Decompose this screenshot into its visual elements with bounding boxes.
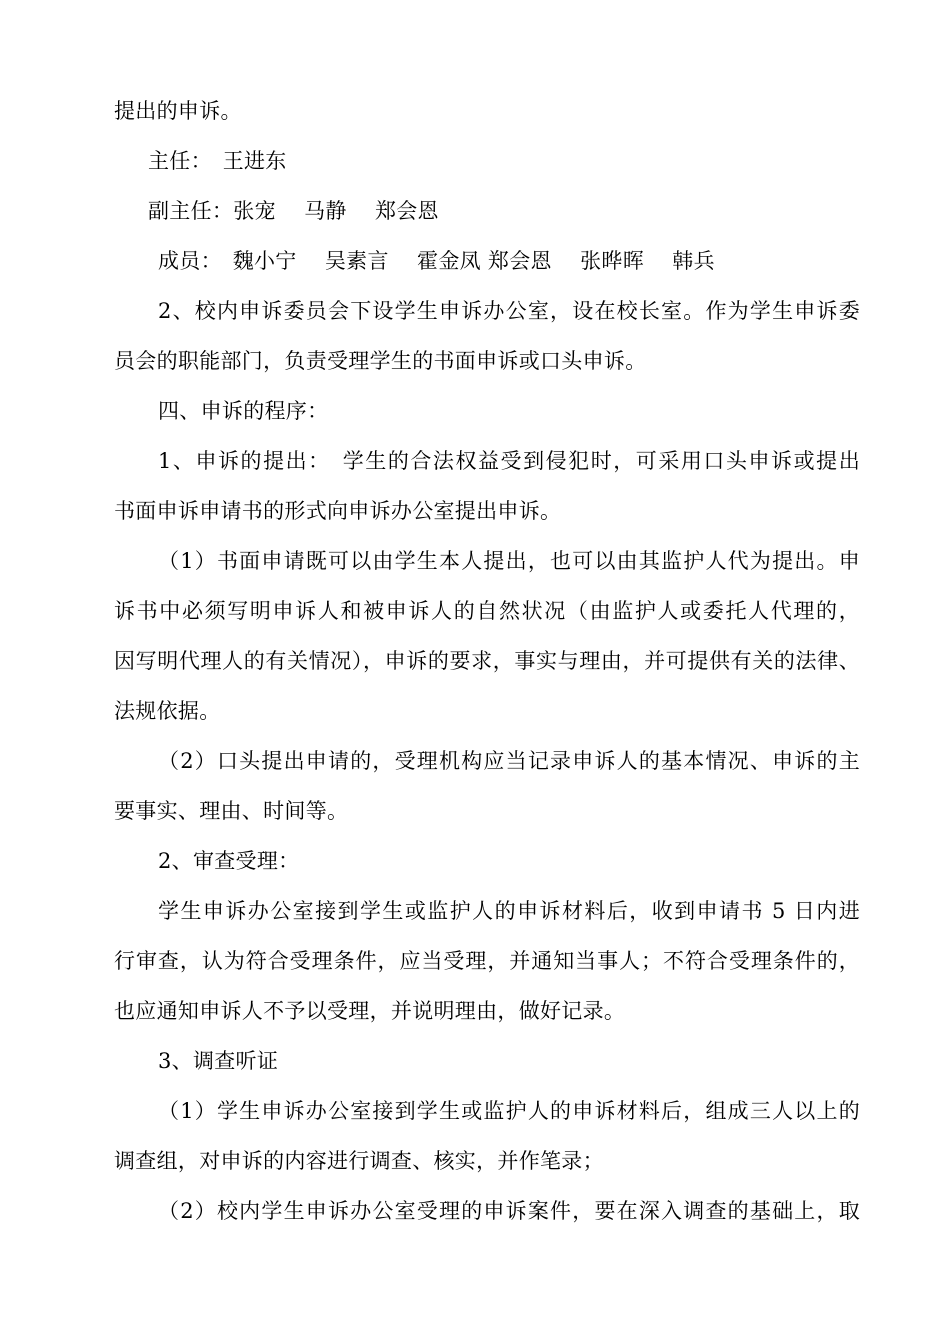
text-line-8: 1、申诉的提出： 学生的合法权益受到侵犯时，可采用口头申诉或提出: [158, 449, 860, 473]
text-line-6: 员会的职能部门，负责受理学生的书面申诉或口头申诉。: [114, 349, 647, 373]
text-line-13: 法规依据。: [114, 699, 221, 723]
text-line-11: 诉书中必须写明申诉人和被申诉人的自然状况（由监护人或委托人代理的，: [114, 599, 860, 623]
text-line-5: 2、校内申诉委员会下设学生申诉办公室，设在校长室。作为学生申诉委: [158, 299, 860, 323]
text-line-10: （1）书面申请既可以由学生本人提出，也可以由其监护人代为提出。申: [158, 549, 860, 573]
text-line-9: 书面申诉申请书的形式向申诉办公室提出申诉。: [114, 499, 562, 523]
text-line-4: 成员： 魏小宁 吴素言 霍金凤 郑会恩 张晔晖 韩兵: [158, 249, 715, 273]
text-line-21: （1）学生申诉办公室接到学生或监护人的申诉材料后，组成三人以上的: [158, 1099, 860, 1123]
text-line-2: 主任： 王进东: [148, 149, 287, 173]
text-line-18: 行审查，认为符合受理条件，应当受理，并通知当事人；不符合受理条件的，: [114, 949, 860, 973]
text-line-19: 也应通知申诉人不予以受理，并说明理由，做好记录。: [114, 999, 626, 1023]
text-line-23: （2）校内学生申诉办公室受理的申诉案件，要在深入调查的基础上，取: [158, 1199, 860, 1223]
text-line-1: 提出的申诉。: [114, 99, 242, 123]
text-line-3: 副主任：张宠 马静 郑会恩: [148, 199, 439, 223]
text-line-12: 因写明代理人的有关情况），申诉的要求，事实与理由，并可提供有关的法律、: [114, 649, 860, 673]
text-line-22: 调查组，对申诉的内容进行调查、核实，并作笔录；: [114, 1149, 604, 1173]
text-line-14: （2）口头提出申请的，受理机构应当记录申诉人的基本情况、申诉的主: [158, 749, 860, 773]
text-line-17: 学生申诉办公室接到学生或监护人的申诉材料后，收到申请书 5 日内进: [158, 899, 860, 923]
text-line-7: 四、申诉的程序：: [158, 399, 329, 423]
text-line-15: 要事实、理由、时间等。: [114, 799, 349, 823]
text-line-20: 3、调查听证: [158, 1049, 279, 1073]
text-line-16: 2、审查受理：: [158, 849, 300, 873]
